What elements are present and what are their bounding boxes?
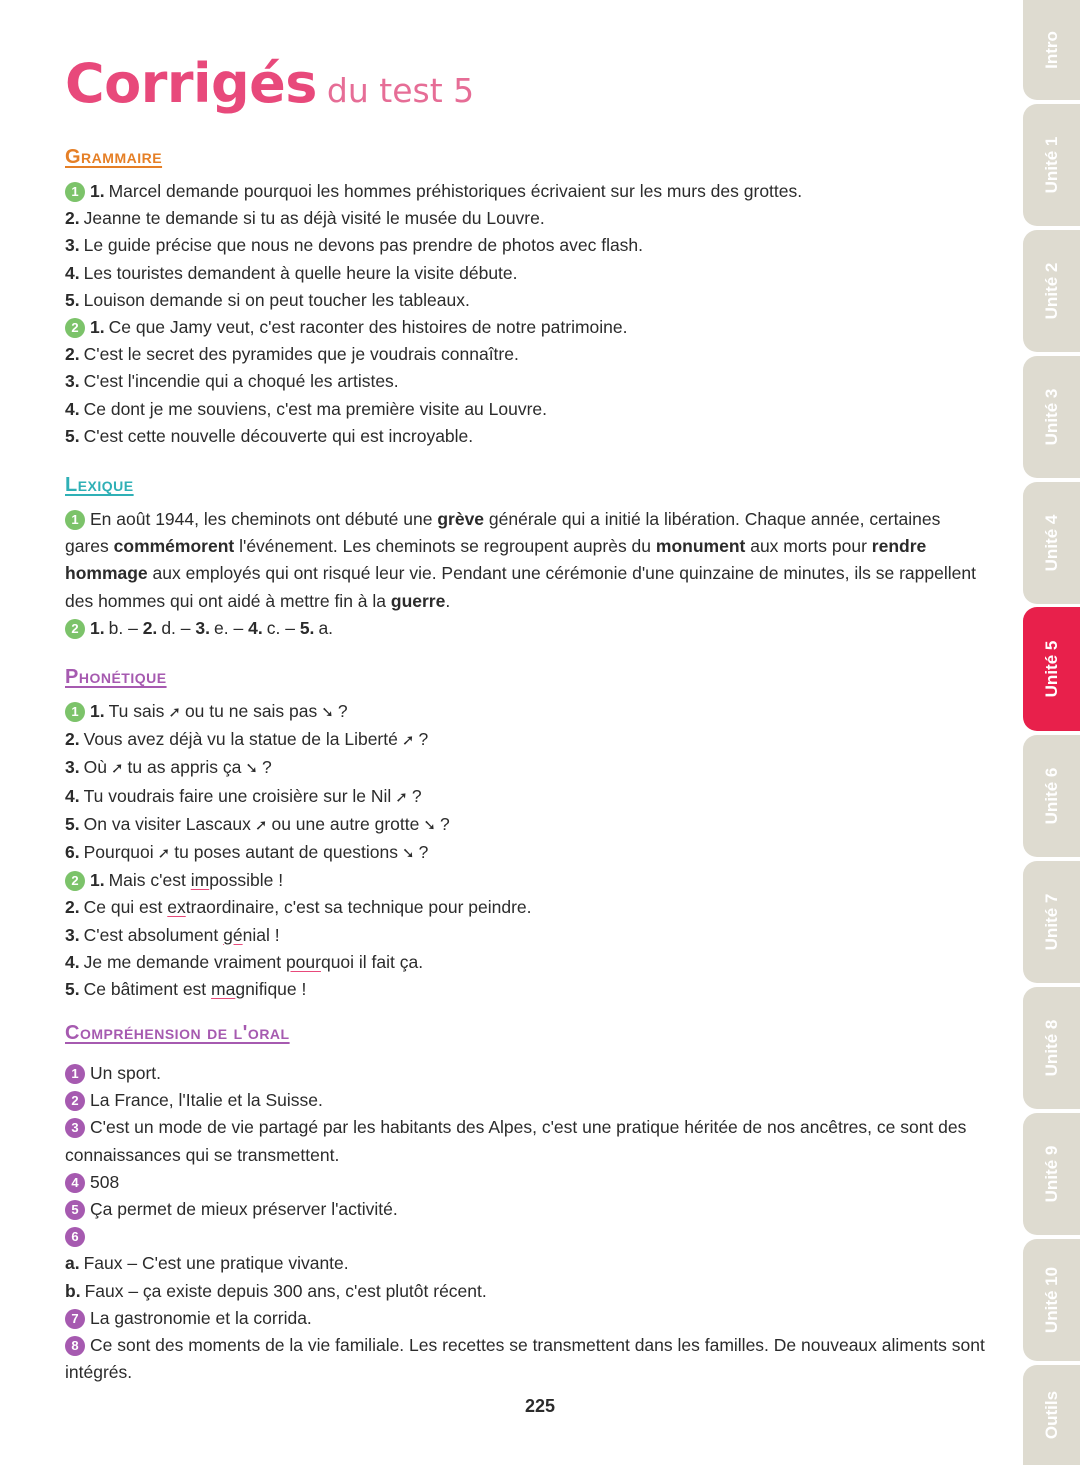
section-comprehension	[65, 1022, 985, 1386]
item-number: 4.	[65, 398, 80, 419]
list-item	[65, 1305, 985, 1332]
falling-arrow-icon: ➘	[245, 760, 258, 778]
exercise-badge: 3	[65, 1118, 85, 1138]
section-grammaire	[65, 146, 985, 450]
list-item	[65, 839, 985, 867]
list-item	[65, 1060, 985, 1087]
answer-letter: a.	[318, 617, 334, 638]
tab-label: Unité 8	[1041, 1019, 1061, 1077]
grammaire-list	[65, 178, 985, 450]
list-item	[65, 811, 985, 839]
list-item	[65, 178, 985, 205]
item-number: 3.	[65, 235, 80, 256]
separator: –	[128, 617, 138, 638]
item-number: 2.	[65, 897, 80, 918]
tab-unite-6[interactable]	[1023, 735, 1080, 857]
exercise-badge: 4	[65, 1173, 85, 1193]
tab-label: Unité 2	[1041, 262, 1061, 320]
tab-label: Unité 4	[1041, 514, 1061, 572]
text-run: En août 1944, les cheminots ont débuté une	[90, 509, 438, 529]
list-item	[65, 287, 985, 314]
lexique-paragraph	[65, 506, 985, 615]
answer-word: guerre	[390, 590, 446, 611]
answer-word: rendre hommage	[65, 536, 927, 584]
list-item	[65, 1278, 985, 1305]
item-text: Louison demande si on peut toucher les tableaux.	[83, 289, 470, 310]
item-text: Faux – C'est une pratique vivante.	[83, 1253, 349, 1274]
item-number: 3.	[65, 757, 80, 778]
item-number: 4.	[65, 785, 80, 806]
item-text: La gastronomie et la corrida.	[90, 1307, 312, 1328]
item-text: tu poses autant de questions	[174, 842, 399, 863]
list-item	[65, 867, 985, 894]
tab-outils[interactable]	[1023, 1365, 1080, 1465]
item-number: 1.	[90, 317, 105, 338]
list-item	[65, 783, 985, 811]
title-sub: du test 5	[326, 71, 475, 110]
tab-unite-10[interactable]	[1023, 1239, 1080, 1361]
tab-unite-5[interactable]	[1023, 607, 1080, 731]
text-run: aux employés qui ont risqué leur vie. Pendant une cérémonie d'une quinzaine de minutes, ils se rappellent des hommes qui ont aidé à mettre fin à la	[65, 563, 976, 611]
item-text: Mais c'est	[108, 870, 191, 891]
item-text: 508	[90, 1171, 120, 1192]
list-item	[65, 1196, 985, 1223]
item-letter: a.	[65, 1253, 80, 1274]
item-text: ou tu ne sais pas	[184, 701, 318, 721]
text-run: générale qui a initié la libération. Chaque année, certaines gares	[65, 509, 941, 557]
exercise-badge: 2	[65, 1091, 85, 1111]
separator: –	[285, 617, 295, 638]
exercise-badge: 2	[65, 871, 85, 891]
list-item	[65, 314, 985, 341]
stressed-syllable: ma	[211, 979, 236, 1000]
section-heading-phonetique: Phonétique	[65, 666, 167, 688]
tab-label: Unité 5	[1041, 640, 1061, 698]
item-number: 2.	[65, 208, 80, 229]
item-text: Marcel demande pourquoi les hommes préhistoriques écrivaient sur les murs des grottes.	[108, 181, 803, 201]
item-text: ou une autre grotte	[271, 813, 420, 834]
list-item	[65, 922, 985, 949]
tab-intro[interactable]	[1023, 0, 1080, 100]
rising-arrow-icon: ➚	[254, 816, 268, 834]
item-text: Le guide précise que nous ne devons pas prendre de photos avec flash.	[83, 235, 644, 256]
list-item	[65, 205, 985, 232]
item-text: Faux – ça existe depuis 300 ans, c'est plutôt récent.	[84, 1280, 487, 1301]
answer-word: monument	[655, 536, 746, 557]
list-item	[65, 423, 985, 450]
answer-letter: c.	[266, 617, 281, 638]
question-mark: ?	[337, 701, 348, 721]
list-item	[65, 396, 985, 423]
separator: –	[233, 617, 244, 638]
item-number: 2.	[142, 617, 158, 638]
item-letter: b.	[65, 1280, 81, 1301]
list-item	[65, 368, 985, 395]
exercise-badge: 1	[65, 510, 85, 530]
item-text: C'est l'incendie qui a choqué les artistes.	[83, 371, 399, 392]
text-run: aux morts pour	[745, 536, 872, 557]
tab-unite-9[interactable]	[1023, 1113, 1080, 1235]
item-number: 5.	[65, 813, 80, 834]
section-lexique	[65, 474, 985, 642]
item-text: Jeanne te demande si tu as déjà visité le musée du Louvre.	[83, 208, 545, 229]
exercise-badge: 6	[65, 1227, 85, 1247]
item-text: Tu voudrais faire une croisière sur le Nil	[83, 785, 392, 806]
item-text: C'est absolument	[83, 924, 224, 945]
section-heading-comprehension: Compréhension de l'oral	[65, 1022, 290, 1044]
list-item	[65, 894, 985, 921]
list-item	[65, 1169, 985, 1196]
tab-label: Outils	[1041, 1390, 1061, 1440]
list-item	[65, 1332, 985, 1386]
item-text: La France, l'Italie et la Suisse.	[90, 1090, 323, 1111]
section-heading-lexique: Lexique	[65, 474, 134, 496]
list-item	[65, 726, 985, 754]
item-text: Ce sont des moments de la vie familiale. Les recettes se transmettent dans les familles. De nouveaux aliments sont intégrés.	[65, 1335, 985, 1383]
item-number: 5.	[299, 617, 315, 638]
answer-word: grève	[437, 509, 485, 529]
falling-arrow-icon: ➘	[321, 704, 334, 721]
list-item	[65, 1223, 985, 1250]
exercise-badge: 5	[65, 1200, 85, 1220]
item-text: Ce bâtiment est	[83, 979, 212, 1000]
item-text: Pourquoi	[83, 842, 154, 863]
tab-label: Intro	[1041, 31, 1061, 69]
question-mark: ?	[418, 842, 429, 863]
item-number: 5.	[65, 289, 80, 310]
item-text: Les touristes demandent à quelle heure la visite débute.	[83, 262, 518, 283]
exercise-badge: 1	[65, 702, 85, 722]
question-mark: ?	[418, 729, 429, 750]
rising-arrow-icon: ➚	[110, 760, 124, 778]
item-text: quoi il fait ça.	[320, 951, 424, 972]
item-text: C'est cette nouvelle découverte qui est incroyable.	[83, 425, 474, 446]
list-item	[65, 949, 985, 976]
item-number: 1.	[90, 617, 105, 638]
question-mark: ?	[261, 757, 272, 778]
section-heading-grammaire: Grammaire	[65, 146, 163, 168]
tab-unite-8[interactable]	[1023, 987, 1080, 1109]
list-item	[65, 1114, 985, 1168]
tab-label: Unité 1	[1041, 136, 1061, 194]
item-text: Ce que Jamy veut, c'est raconter des histoires de notre patrimoine.	[108, 317, 628, 338]
item-number: 2.	[65, 729, 80, 750]
item-number: 1.	[90, 181, 105, 201]
rising-arrow-icon: ➚	[401, 732, 415, 750]
page-number: 225	[524, 1396, 556, 1416]
tab-unite-3[interactable]	[1023, 356, 1080, 478]
item-text: On va visiter Lascaux	[83, 813, 251, 834]
question-mark: ?	[411, 785, 422, 806]
page-title	[65, 52, 474, 115]
stressed-syllable: pour	[285, 951, 321, 972]
item-text: Ça permet de mieux préserver l'activité.	[90, 1199, 398, 1220]
item-number: 5.	[65, 979, 80, 1000]
list-item	[65, 260, 985, 287]
item-text: C'est un mode de vie partagé par les habitants des Alpes, c'est une pratique héritée de nos ancêtres, ce sont des connaissances qui se transmettent.	[65, 1117, 967, 1165]
falling-arrow-icon: ➘	[423, 816, 436, 834]
list-item	[65, 1250, 985, 1277]
item-number: 2.	[65, 344, 80, 365]
tab-unite-7[interactable]	[1023, 861, 1080, 983]
text-run: l'événement. Les cheminots se regroupent auprès du	[234, 536, 656, 557]
item-text: Ce qui est	[83, 897, 168, 918]
item-text: tu as appris ça	[127, 757, 242, 778]
item-text: Ce dont je me souviens, c'est ma première visite au Louvre.	[83, 398, 548, 419]
tab-label: Unité 6	[1041, 767, 1061, 825]
item-text: possible !	[209, 870, 284, 891]
answer-letter: d.	[161, 617, 176, 638]
rising-arrow-icon: ➚	[157, 845, 171, 863]
item-number: 3.	[65, 371, 80, 392]
item-text: Vous avez déjà vu la statue de la Liberté	[83, 729, 398, 750]
tab-unite-4[interactable]	[1023, 482, 1080, 604]
list-item	[65, 976, 985, 1003]
separator: –	[180, 617, 191, 638]
item-number: 5.	[65, 425, 80, 446]
item-text: Où	[83, 757, 107, 778]
tab-label: Unité 9	[1041, 1145, 1061, 1203]
exercise-badge: 1	[65, 182, 85, 202]
title-main: Corrigés	[65, 52, 317, 115]
item-number: 4.	[248, 617, 263, 638]
item-number: 1.	[90, 870, 105, 891]
falling-arrow-icon: ➘	[402, 845, 415, 863]
item-text: Je me demande vraiment	[83, 951, 286, 972]
text-run: .	[445, 590, 451, 611]
exercise-badge: 7	[65, 1309, 85, 1329]
item-text: gnifique !	[235, 979, 307, 1000]
list-item	[65, 1087, 985, 1114]
question-mark: ?	[439, 813, 450, 834]
exercise-badge: 8	[65, 1336, 85, 1356]
item-text: C'est le secret des pyramides que je voudrais connaître.	[83, 344, 519, 365]
exercise-badge: 2	[65, 318, 85, 338]
item-number: 3.	[195, 617, 211, 638]
answer-letter: b.	[108, 617, 124, 638]
rising-arrow-icon: ➚	[168, 704, 181, 721]
rising-arrow-icon: ➚	[395, 788, 408, 806]
list-item	[65, 754, 985, 782]
list-item	[65, 341, 985, 368]
tab-unite-1[interactable]	[1023, 104, 1080, 226]
item-number: 6.	[65, 842, 80, 863]
item-text: traordinaire, c'est sa technique pour peindre.	[185, 897, 532, 918]
answer-letter: e.	[214, 617, 229, 638]
tab-unite-2[interactable]	[1023, 230, 1080, 352]
tab-label: Unité 7	[1041, 893, 1061, 951]
answer-word: commémorent	[113, 536, 235, 557]
item-number: 3.	[65, 924, 80, 945]
item-text: Un sport.	[90, 1063, 161, 1083]
item-number: 4.	[65, 951, 80, 972]
item-text: Tu sais	[108, 701, 165, 721]
unit-tabs	[1023, 0, 1080, 1465]
item-number: 4.	[65, 262, 80, 283]
stressed-syllable: ex	[167, 897, 186, 918]
tab-label: Unité 10	[1041, 1266, 1061, 1334]
section-phonetique	[65, 666, 985, 1003]
exercise-badge: 1	[65, 1064, 85, 1084]
stressed-syllable: im	[190, 870, 210, 891]
exercise-badge: 2	[65, 619, 85, 639]
item-text: nial !	[242, 924, 280, 945]
item-number: 1.	[90, 701, 105, 721]
stressed-syllable: gé	[223, 924, 243, 945]
list-item	[65, 232, 985, 259]
tab-label: Unité 3	[1041, 388, 1061, 446]
list-item	[65, 698, 985, 726]
lexique-answers	[65, 615, 985, 642]
